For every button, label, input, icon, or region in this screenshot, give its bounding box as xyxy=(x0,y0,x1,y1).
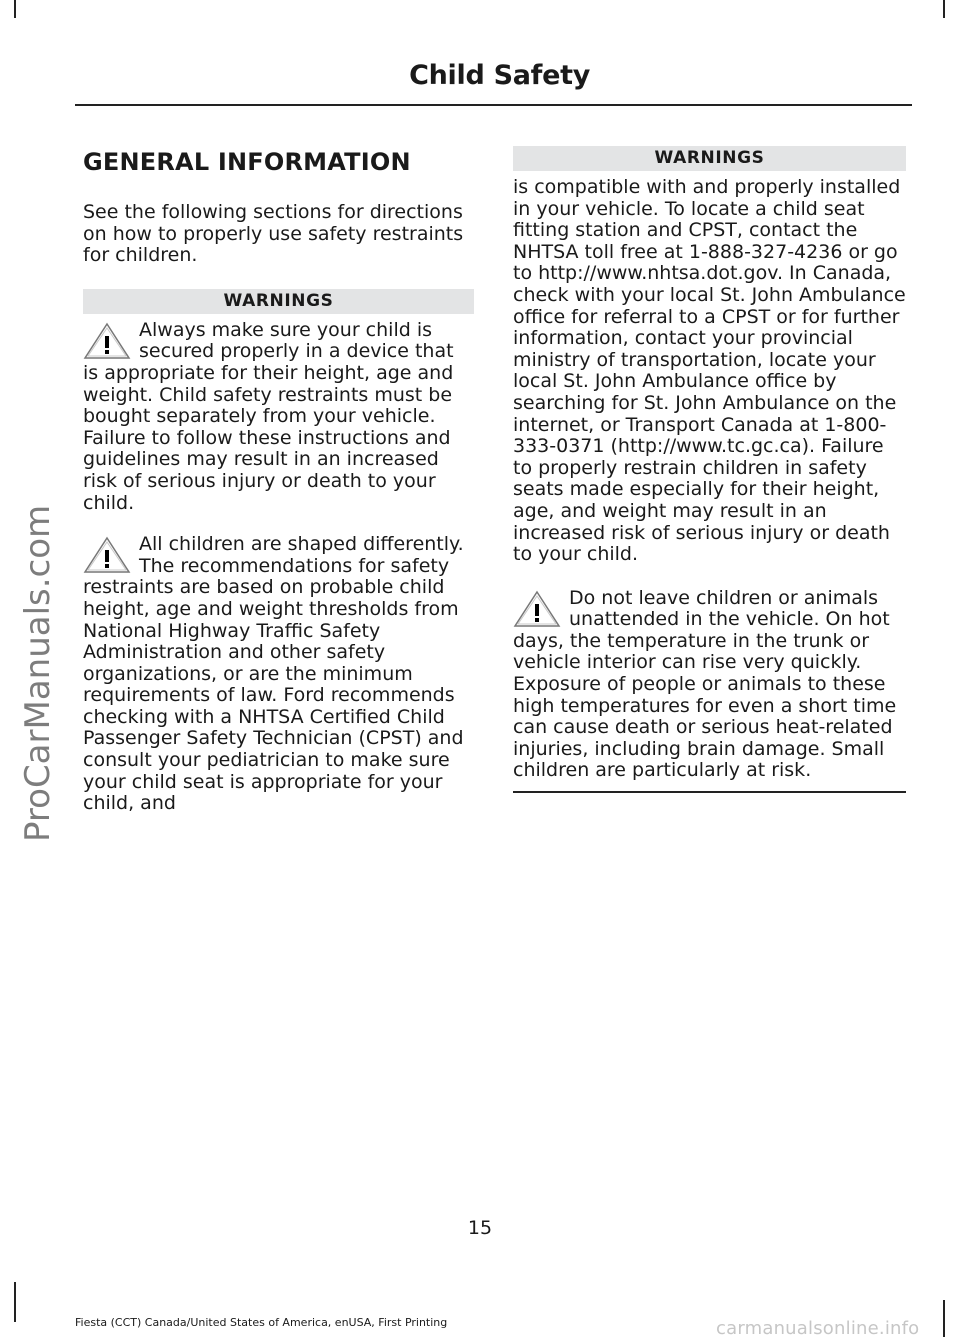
edition-footer: Fiesta (CCT) Canada/United States of America, enUSA, First Printing xyxy=(75,1316,448,1329)
side-watermark: ProCarManuals.com xyxy=(18,504,58,842)
warning-text: All children are shaped differently. The recommendations for safety restraints are based on probable child height, age and weight thresholds from National Highway Traffic Safety Administration and other safety organizations, or are the minimum requirements of law. Ford recommends checking with a NHTSA Certified Child Passenger Safety Technician (CPST) and consult your pediatrician to make sure your child seat is appropriate for your child, and xyxy=(83,533,464,815)
footer-watermark: carmanualsonline.info xyxy=(716,1318,920,1339)
warning-triangle-icon xyxy=(83,536,131,574)
warning-item xyxy=(83,320,474,514)
intro-paragraph: See the following sections for directions on how to properly use safety restraints for children. xyxy=(83,201,464,267)
warning-triangle-icon xyxy=(83,322,131,360)
page-title: Child Safety xyxy=(409,60,590,91)
crop-mark xyxy=(14,1282,16,1322)
warning-item xyxy=(83,534,474,815)
section-heading: GENERAL INFORMATION xyxy=(83,148,411,176)
warning-continuation: is compatible with and properly installed in your vehicle. To locate a child seat fitting station and CPST, contact the NHTSA toll free at 1-888-327-4236 or go to http://www.nhtsa.dot.gov. In Canada, check with your local St. John Ambulance office for referral to a CPST or for further information, contact your provincial ministry of transportation, locate your local St. John Ambulance office by searching for St. John Ambulance on the internet, or Transport Canada at 1-800-333-0371 (http://www.tc.gc.ca). Failure to properly restrain children in safety seats made especially for their height, age, and weight may result in an increased risk of serious injury or death to your child. xyxy=(513,176,906,566)
warnings-end-divider xyxy=(513,791,906,793)
warning-item xyxy=(513,588,906,782)
page-number: 15 xyxy=(467,1217,493,1239)
warnings-header: WARNINGS xyxy=(513,146,906,171)
warnings-header: WARNINGS xyxy=(83,289,474,314)
crop-mark xyxy=(943,1300,945,1337)
crop-mark xyxy=(14,0,16,18)
right-column xyxy=(513,146,906,793)
warning-triangle-icon xyxy=(513,590,561,628)
left-column xyxy=(83,146,474,835)
crop-mark xyxy=(943,0,945,18)
warning-text: Do not leave children or animals unattended in the vehicle. On hot days, the temperature in the trunk or vehicle interior can rise very quickly. Exposure of people or animals to these high temperatures for even a short time can cause death or serious heat-related injuries, including brain damage. Small children are particularly at risk. xyxy=(513,586,897,782)
header-divider xyxy=(75,104,912,106)
warning-text: Always make sure your child is secured properly in a device that is appropriate for their height, age and weight. Child safety restraints must be bought separately from your vehicle. Failure to follow these instructions and guidelines may result in an increased risk of serious injury or death to your child. xyxy=(83,318,454,514)
